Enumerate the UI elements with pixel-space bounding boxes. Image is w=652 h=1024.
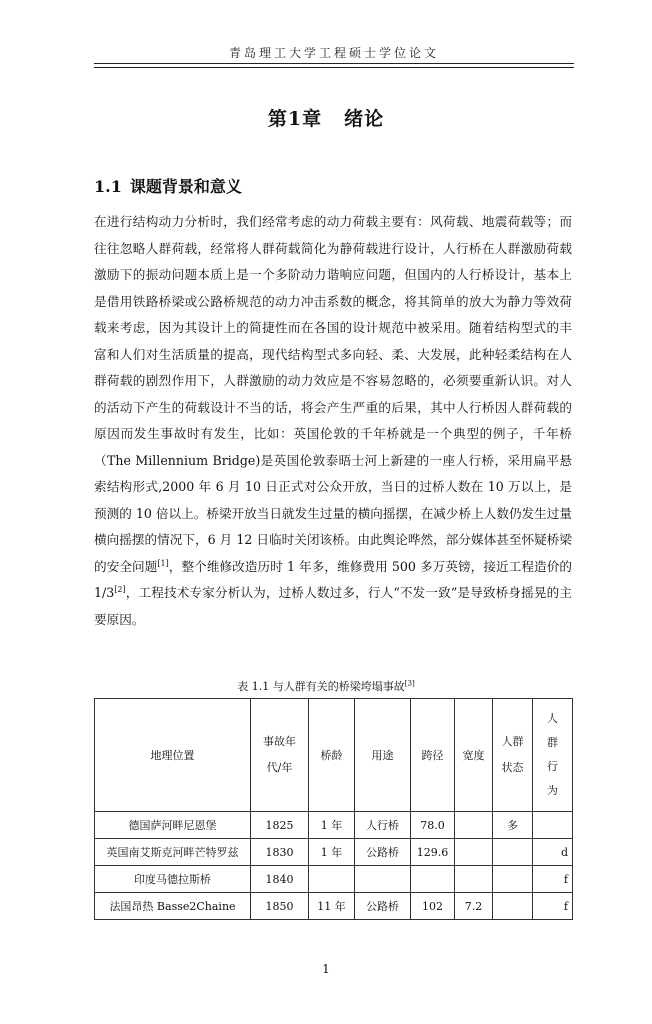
paragraph-text-3: ，工程技术专家分析认为，过桥人数过多，行人“不发一致”是导致桥身摇晃的主要原因。 — [94, 585, 572, 627]
header-crowd-behavior — [533, 699, 573, 812]
citation-ref-2: [2] — [114, 584, 126, 594]
cell-crowd-state — [493, 839, 533, 866]
cell-crowd-behavior: f — [533, 866, 573, 893]
cell-crowd-state — [493, 866, 533, 893]
paragraph-text-1: 在进行结构动力分析时，我们经常考虑的动力荷载主要有：风荷载、地震荷载等；而往往忽略人群荷载，经常将人群荷载简化为静荷载进行设计，人行桥在人群激励荷载激励下的振动问题本质上是一个多阶动力谐响应问题，但国内的人行桥设计，基本上是借用铁路桥梁或公路桥规范的动力冲击系数的概念，将其简单的放大为静力等效荷载来考虑，因为其设计上的简捷性而在各国的设计规范中被采用。随着结构型式的丰富和人们对生活质量的提高，现代结构型式多向轻、柔、大发展，此种轻柔结构在人群荷载的剧烈作用下，人群激励的动力效应是不容易忽略的，必须要重新认识。对人的活动下产生的荷载设计不当的话，将会产生严重的后果，其中人行桥因人群荷载的原因而发生事故时有发生，比如：英国伦敦的千年桥就是一个典型的例子，千年桥（The Millennium Bridge)是英国伦敦泰晤士河上新建的一座人行桥，采用扁平悬索结构形式,2000 年 6 月 10 日正式对公众开放，当日的过桥人数在 10 万以上，是预测的 10 倍以上。桥梁开放当日就发生过量的横向摇摆，在减少桥上人数仍发生过量横向摇摆的情况下，6 月 12 日临时关闭该桥。由此舆论哗然，部分媒体甚至怀疑桥梁的安全问题 — [94, 214, 572, 574]
accident-table — [94, 698, 573, 920]
cell-span: 102 — [411, 893, 455, 920]
cell-location: 英国南艾斯克河畔芒特罗兹 — [95, 839, 251, 866]
cell-age: 11 年 — [309, 893, 355, 920]
cell-location: 法国昂热 Basse2Chaine — [95, 893, 251, 920]
header-span: 跨径 — [411, 699, 455, 812]
section-heading — [94, 174, 242, 197]
chapter-heading — [0, 104, 652, 131]
cell-width — [455, 866, 493, 893]
cell-location: 德国萨河畔尼恩堡 — [95, 812, 251, 839]
cell-crowd-state: 多 — [493, 812, 533, 839]
table-caption — [0, 678, 652, 694]
cell-location: 印度马德拉斯桥 — [95, 866, 251, 893]
cell-crowd-state — [493, 893, 533, 920]
cell-width — [455, 839, 493, 866]
chapter-number: 第1章 — [267, 108, 323, 130]
header-crowd-behavior-text: 人群行为 — [547, 712, 558, 797]
table-row — [95, 812, 573, 839]
cell-use: 公路桥 — [355, 893, 411, 920]
cell-use: 人行桥 — [355, 812, 411, 839]
chapter-title: 绪论 — [344, 108, 385, 130]
header-use: 用途 — [355, 699, 411, 812]
cell-year: 1825 — [251, 812, 309, 839]
header-year — [251, 699, 309, 812]
cell-year: 1850 — [251, 893, 309, 920]
cell-crowd-behavior — [533, 812, 573, 839]
header-width: 宽度 — [455, 699, 493, 812]
header-crowd-state — [493, 699, 533, 812]
cell-span: 129.6 — [411, 839, 455, 866]
cell-crowd-behavior: d — [533, 839, 573, 866]
cell-use: 公路桥 — [355, 839, 411, 866]
header-age: 桥龄 — [309, 699, 355, 812]
cell-width: 7.2 — [455, 893, 493, 920]
table-row — [95, 839, 573, 866]
table-header-row — [95, 699, 573, 812]
cell-crowd-behavior: f — [533, 893, 573, 920]
cell-use — [355, 866, 411, 893]
cell-width — [455, 812, 493, 839]
table-row — [95, 866, 573, 893]
header-rule-thin — [94, 67, 574, 68]
table-row — [95, 893, 573, 920]
header-location: 地理位置 — [95, 699, 251, 812]
cell-year: 1840 — [251, 866, 309, 893]
body-paragraph — [94, 209, 572, 633]
cell-year: 1830 — [251, 839, 309, 866]
section-title: 课题背景和意义 — [129, 177, 242, 196]
table-caption-ref: [3] — [404, 679, 415, 688]
running-header: 青岛理工大学工程硕士学位论文 — [228, 46, 439, 60]
section-number: 1.1 — [94, 177, 122, 196]
cell-age: 1 年 — [309, 812, 355, 839]
header-crowd-state-text: 人群状态 — [501, 735, 524, 774]
cell-span: 78.0 — [411, 812, 455, 839]
paragraph-text-2: ，整个维修改造历时 1 年多，维修费用 500 多万英镑，接近工程造价的 1/3 — [94, 558, 572, 600]
cell-span — [411, 866, 455, 893]
header-rule-thick — [94, 63, 574, 64]
header-year-text: 事故年代/年 — [263, 735, 296, 774]
cell-age — [309, 866, 355, 893]
page-number: 1 — [322, 962, 330, 976]
table-caption-text: 表 1.1 与人群有关的桥梁垮塌事故 — [237, 680, 405, 693]
cell-age: 1 年 — [309, 839, 355, 866]
citation-ref-1: [1] — [157, 558, 169, 568]
